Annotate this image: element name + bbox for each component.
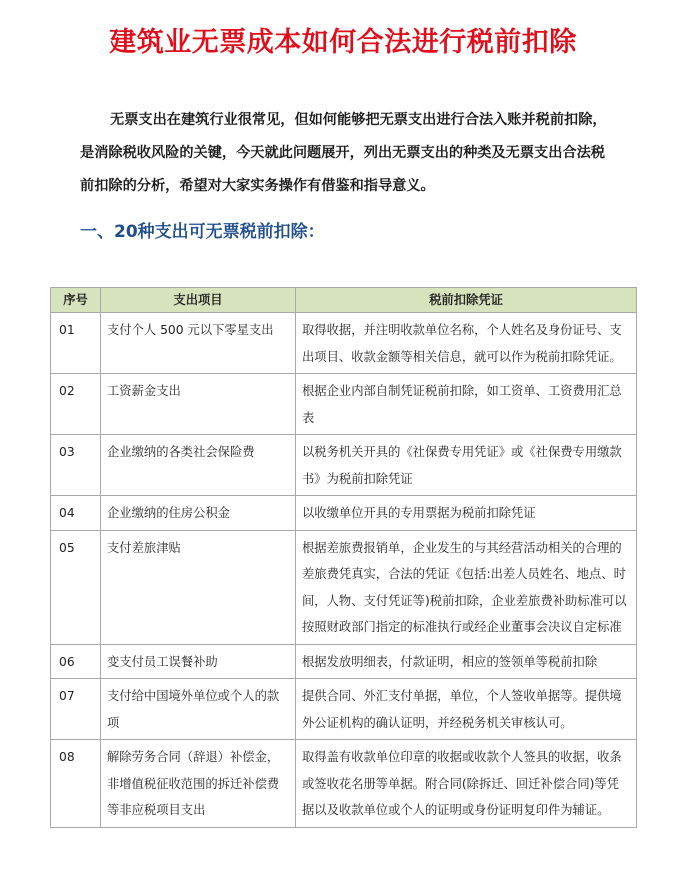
table-row: [51, 530, 637, 644]
table-row: [51, 679, 637, 740]
row-proof: 根据差旅费报销单，企业发生的与其经营活动相关的合理的差旅费凭真实，合法的凭证《包括:出差人员姓名、地点、时间，人物、支付凭证等)税前扣除，企业差旅费补助标准可以按照财政部门指定的标准执行或经企业董事会决议自定标准: [296, 530, 637, 644]
row-proof: 取得收据，并注明收款单位名称，个人姓名及身份证号、支出项目、收款金额等相关信息，就可以作为税前扣除凭证。: [296, 313, 637, 374]
row-item: 工资薪金支出: [101, 374, 296, 435]
row-item: 解除劳务合同（辞退）补偿金，非增值税征收范围的拆迁补偿费等非应税项目支出: [101, 740, 296, 828]
intro-text: 无票支出在建筑行业很常见，但如何能够把无票支出进行合法入账并税前扣除，是消除税收风险的关键，今天就此问题展开，列出无票支出的种类及无票支出合法税前扣除的分析，希望对大家实务操作有借鉴和指导意义。: [80, 112, 607, 194]
row-proof: 根据企业内部自制凭证税前扣除，如工资单、工资费用汇总表: [296, 374, 637, 435]
table-row: [51, 644, 637, 679]
row-item: 支付个人 500 元以下零星支出: [101, 313, 296, 374]
table-row: [51, 313, 637, 374]
row-proof: 根据发放明细表，付款证明，相应的签领单等税前扣除: [296, 644, 637, 679]
document-title: 建筑业无票成本如何合法进行税前扣除: [109, 27, 577, 58]
table-row: [51, 435, 637, 496]
row-item: 企业缴纳的住房公积金: [101, 496, 296, 531]
row-item: 变支付员工误餐补助: [101, 644, 296, 679]
row-no: 07: [51, 679, 101, 740]
table-row: [51, 496, 637, 531]
row-proof: 提供合同、外汇支付单据，单位，个人签收单据等。提供境外公证机构的确认证明，并经税务机关审核认可。: [296, 679, 637, 740]
row-no: 08: [51, 740, 101, 828]
table-row: [51, 740, 637, 828]
row-no: 05: [51, 530, 101, 644]
row-no: 06: [51, 644, 101, 679]
table-row: [51, 374, 637, 435]
deduction-table: [50, 287, 637, 828]
row-no: 02: [51, 374, 101, 435]
table-header-row: [51, 288, 637, 313]
row-no: 01: [51, 313, 101, 374]
row-proof: 以税务机关开具的《社保费专用凭证》或《社保费专用缴款书》为税前扣除凭证: [296, 435, 637, 496]
header-no: 序号: [51, 288, 101, 313]
intro-paragraph: [80, 104, 610, 203]
row-proof: 取得盖有收款单位印章的收据或收款个人签具的收据，收条或签收花名册等单据。附合同(除拆迁、回迁补偿合同)等凭据以及收款单位或个人的证明或身份证明复印件为辅证。: [296, 740, 637, 828]
section-heading: 一、20种支出可无票税前扣除：: [80, 222, 325, 242]
row-proof: 以收缴单位开具的专用票据为税前扣除凭证: [296, 496, 637, 531]
row-item: 企业缴纳的各类社会保险费: [101, 435, 296, 496]
row-item: 支付差旅津贴: [101, 530, 296, 644]
header-proof: 税前扣除凭证: [296, 288, 637, 313]
row-item: 支付给中国境外单位或个人的款项: [101, 679, 296, 740]
row-no: 03: [51, 435, 101, 496]
header-item: 支出项目: [101, 288, 296, 313]
row-no: 04: [51, 496, 101, 531]
